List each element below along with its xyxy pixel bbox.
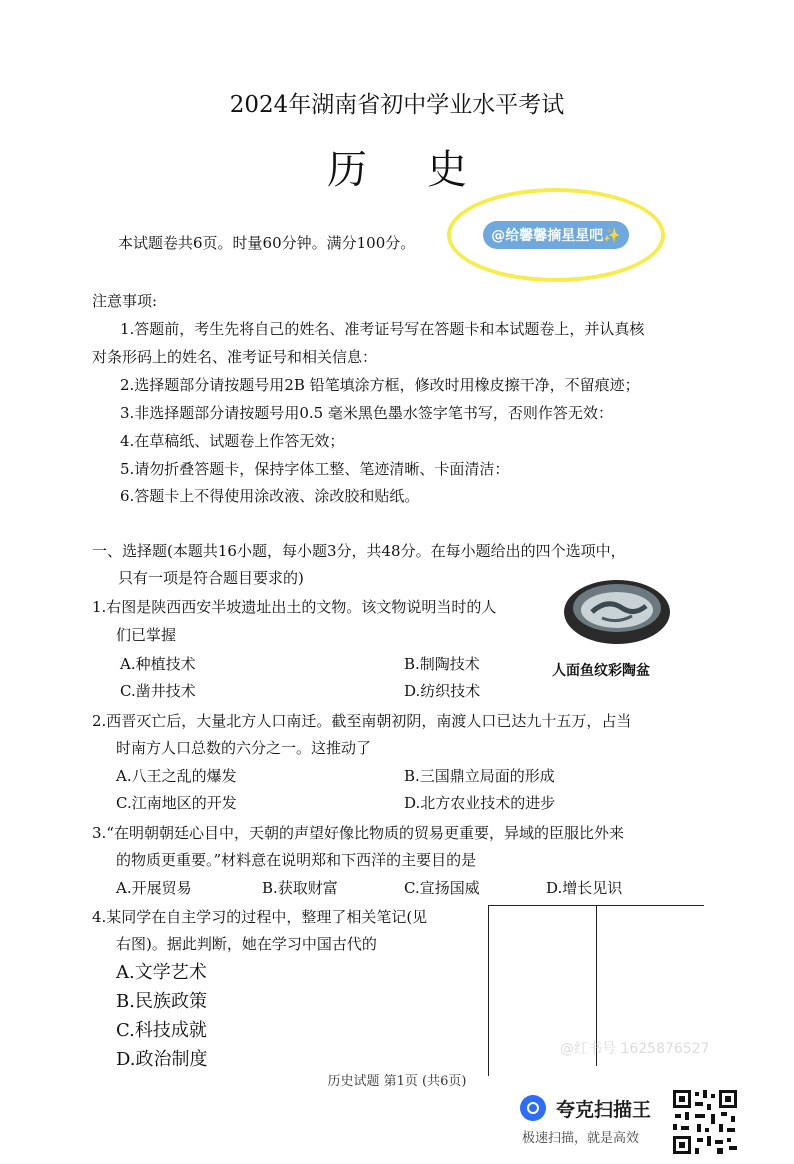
question-1-option-d: D.纺织技术 — [404, 682, 481, 700]
notice-item: 对条形码上的姓名、准考证号和相关信息： — [92, 348, 378, 366]
question-4-option-a: A.文学艺术 — [116, 962, 207, 983]
question-2-option-a: A.八王之乱的爆发 — [116, 767, 237, 785]
painted-pottery-basin-image — [562, 578, 672, 650]
sticker-text: @给馨馨摘星星吧✨ — [483, 221, 628, 249]
question-2-option-b: B.三国鼎立局面的形成 — [404, 767, 555, 785]
notice-heading: 注意事项: — [92, 292, 158, 310]
question-1-option-c: C.凿井技术 — [120, 682, 196, 700]
question-3-stem-cont: 的物质更重要。”材料意在说明郑和下西洋的主要目的是 — [116, 851, 477, 869]
question-1-option-a: A.种植技术 — [120, 655, 196, 673]
question-2-stem-cont: 时南方人口总数的六分之一。这推动了 — [116, 739, 372, 757]
question-4-option-d: D.政治制度 — [116, 1049, 208, 1070]
exam-meta: 本试题卷共6页。时量60分钟。满分100分。 — [118, 234, 416, 252]
question-1-stem-cont: 们已掌握 — [116, 626, 177, 644]
question-4-option-c: C.科技成就 — [116, 1020, 207, 1041]
question-3-option-b: B.获取财富 — [262, 879, 338, 897]
section-heading-cont: 只有一项是符合题目要求的) — [118, 569, 304, 587]
notice-item: 3.非选择题部分请按题号用0.5 毫米黑色墨水签字笔书写，否则作答无效： — [120, 404, 613, 422]
notes-divider — [488, 906, 489, 1076]
exam-title: 2024年湖南省初中学业水平考试 — [229, 92, 565, 118]
page-footer: 历史试题 第1页 (共6页) — [327, 1074, 467, 1089]
question-2-option-d: D.北方农业技术的进步 — [404, 794, 556, 812]
question-3-stem: 3.“在明朝朝廷心目中，天朝的声望好像比物质的贸易更重要，异域的臣服比外来 — [92, 824, 624, 842]
question-3-option-d: D.增长见识 — [546, 879, 623, 897]
notice-item: 2.选择题部分请按题号用2B 铅笔填涂方框，修改时用橡皮擦干净，不留痕迹； — [120, 376, 640, 394]
image-caption: 人面鱼纹彩陶盆 — [552, 663, 650, 679]
brand-name: 夸克扫描王 — [556, 1099, 652, 1121]
subject-title: 历史 — [327, 147, 527, 193]
question-3-option-c: C.宣扬国威 — [404, 879, 480, 897]
qr-code-icon — [671, 1088, 739, 1156]
question-3-option-a: A.开展贸易 — [116, 879, 192, 897]
section-heading: 一、选择题(本题共16小题，每小题3分，共48分。在每小题给出的四个选项中， — [92, 542, 626, 560]
question-4-option-b: B.民族政策 — [116, 991, 207, 1012]
watermark: @红书号 1625876527 — [560, 1041, 710, 1057]
brand-slogan: 极速扫描，就是高效 — [522, 1131, 640, 1146]
notice-item: 6.答题卡上不得使用涂改液、涂改胶和贴纸。 — [120, 487, 420, 505]
question-2-option-c: C.江南地区的开发 — [116, 794, 237, 812]
question-4-stem: 4.某同学在自主学习的过程中，整理了相关笔记(见 — [92, 908, 428, 926]
question-1-stem: 1.右图是陕西西安半坡遗址出土的文物。该文物说明当时的人 — [92, 598, 497, 616]
question-1-option-b: B.制陶技术 — [404, 655, 480, 673]
sticker-badge — [447, 188, 665, 282]
notice-item: 5.请勿折叠答题卡，保持字体工整、笔迹清晰、卡面清洁： — [120, 460, 510, 478]
notice-item: 1.答题前，考生先将自己的姓名、准考证号写在答题卡和本试题卷上，并认真核 — [120, 320, 645, 338]
scanner-logo-icon — [520, 1095, 546, 1121]
notice-item: 4.在草稿纸、试题卷上作答无效； — [120, 432, 345, 450]
question-4-stem-cont: 右图)。据此判断，她在学习中国古代的 — [116, 935, 377, 953]
question-2-stem: 2.西晋灭亡后，大量北方人口南迁。截至南朝初阴，南渡人口已达九十五万，占当 — [92, 712, 632, 730]
